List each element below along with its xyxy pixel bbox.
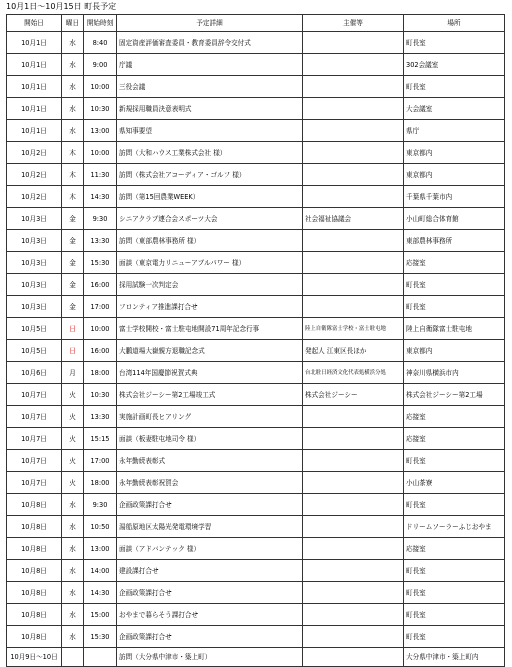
cell-day: 木 <box>62 164 84 186</box>
cell-detail: 永年勤続表彰式 <box>117 450 303 472</box>
schedule-table-header <box>7 15 505 32</box>
cell-place: 県庁 <box>404 120 505 142</box>
cell-day: 水 <box>62 494 84 516</box>
cell-date: 10月7日 <box>7 428 62 450</box>
cell-time: 13:30 <box>84 406 117 428</box>
cell-day: 木 <box>62 186 84 208</box>
table-row <box>7 428 505 450</box>
cell-host <box>303 32 404 54</box>
cell-date: 10月1日 <box>7 98 62 120</box>
cell-day: 火 <box>62 406 84 428</box>
cell-host <box>303 494 404 516</box>
cell-time: 9:30 <box>84 208 117 230</box>
cell-place: 町長室 <box>404 274 505 296</box>
cell-date: 10月8日 <box>7 604 62 626</box>
cell-time: 14:00 <box>84 560 117 582</box>
cell-host <box>303 648 404 667</box>
cell-host <box>303 252 404 274</box>
cell-time: 10:50 <box>84 516 117 538</box>
cell-day: 水 <box>62 582 84 604</box>
table-row <box>7 516 505 538</box>
cell-date: 10月8日 <box>7 560 62 582</box>
cell-detail: 採用試験一次判定会 <box>117 274 303 296</box>
cell-date: 10月8日 <box>7 538 62 560</box>
cell-time: 18:00 <box>84 472 117 494</box>
cell-time: 11:30 <box>84 164 117 186</box>
cell-host <box>303 142 404 164</box>
cell-time: 14:30 <box>84 186 117 208</box>
cell-host <box>303 516 404 538</box>
cell-place: 神奈川県横浜市内 <box>404 362 505 384</box>
cell-date: 10月7日 <box>7 406 62 428</box>
cell-date: 10月5日 <box>7 318 62 340</box>
cell-date: 10月8日 <box>7 516 62 538</box>
cell-day: 金 <box>62 230 84 252</box>
cell-detail: 三役会議 <box>117 76 303 98</box>
cell-day: 水 <box>62 516 84 538</box>
cell-host <box>303 120 404 142</box>
cell-date: 10月9日～10日 <box>7 648 62 667</box>
cell-time: 10:00 <box>84 142 117 164</box>
cell-detail: 新規採用職員決意表明式 <box>117 98 303 120</box>
cell-place: 応接室 <box>404 538 505 560</box>
cell-date: 10月8日 <box>7 626 62 648</box>
cell-place: 大会議室 <box>404 98 505 120</box>
table-row <box>7 362 505 384</box>
cell-time: 15:00 <box>84 604 117 626</box>
cell-host <box>303 450 404 472</box>
cell-time: 18:00 <box>84 362 117 384</box>
cell-date: 10月3日 <box>7 296 62 318</box>
header-place: 場所 <box>404 15 505 32</box>
table-row <box>7 560 505 582</box>
cell-place: 町長室 <box>404 560 505 582</box>
cell-place: 小山茶寮 <box>404 472 505 494</box>
cell-place: 町長室 <box>404 296 505 318</box>
cell-time: 8:40 <box>84 32 117 54</box>
table-row <box>7 142 505 164</box>
cell-day: 水 <box>62 626 84 648</box>
cell-place: 株式会社ジーシー第2工場 <box>404 384 505 406</box>
cell-date: 10月2日 <box>7 164 62 186</box>
table-row <box>7 648 505 667</box>
cell-detail: 永年勤続表彰祝賀会 <box>117 472 303 494</box>
cell-host <box>303 54 404 76</box>
cell-day: 水 <box>62 98 84 120</box>
cell-detail: 大鵬道場大嶽親方退職記念式 <box>117 340 303 362</box>
cell-host <box>303 98 404 120</box>
cell-date: 10月3日 <box>7 252 62 274</box>
cell-detail: 面談（板妻駐屯地司令 様） <box>117 428 303 450</box>
cell-place: 町長室 <box>404 32 505 54</box>
table-row <box>7 384 505 406</box>
cell-host <box>303 76 404 98</box>
cell-place: 東部農林事務所 <box>404 230 505 252</box>
cell-detail: 台湾114年国慶節祝賀式典 <box>117 362 303 384</box>
cell-day: 水 <box>62 538 84 560</box>
cell-host <box>303 186 404 208</box>
cell-place: 陸上自衛隊富士駐屯地 <box>404 318 505 340</box>
cell-day: 水 <box>62 54 84 76</box>
table-row <box>7 450 505 472</box>
cell-day: 金 <box>62 252 84 274</box>
table-row <box>7 494 505 516</box>
cell-day: 日 <box>62 318 84 340</box>
cell-date: 10月3日 <box>7 274 62 296</box>
cell-detail: 訪問（株式会社アコーディア・ゴルフ 様） <box>117 164 303 186</box>
cell-detail: 訪問（東部農林事務所 様） <box>117 230 303 252</box>
cell-place: 東京都内 <box>404 164 505 186</box>
cell-host <box>303 274 404 296</box>
cell-time: 10:00 <box>84 76 117 98</box>
cell-date: 10月1日 <box>7 76 62 98</box>
cell-date: 10月8日 <box>7 582 62 604</box>
cell-detail: 面談（アドバンテック 様） <box>117 538 303 560</box>
cell-time: 15:30 <box>84 252 117 274</box>
table-row <box>7 318 505 340</box>
cell-day: 水 <box>62 120 84 142</box>
cell-host: 台北駐日経済文化代表処横浜分処 <box>303 362 404 384</box>
cell-date: 10月1日 <box>7 32 62 54</box>
table-row <box>7 32 505 54</box>
cell-day: 火 <box>62 450 84 472</box>
table-row <box>7 406 505 428</box>
cell-host <box>303 472 404 494</box>
cell-detail: 訪問（大分県中津市・築上町） <box>117 648 303 667</box>
cell-time: 14:30 <box>84 582 117 604</box>
cell-detail: 面談（東京電力リニューアブルパワー 様） <box>117 252 303 274</box>
cell-host <box>303 604 404 626</box>
cell-date: 10月1日 <box>7 54 62 76</box>
table-row <box>7 54 505 76</box>
cell-time: 15:30 <box>84 626 117 648</box>
cell-detail: おやまで暮らそう課打合せ <box>117 604 303 626</box>
cell-date: 10月7日 <box>7 472 62 494</box>
cell-detail: 県知事要望 <box>117 120 303 142</box>
cell-host <box>303 406 404 428</box>
cell-date: 10月2日 <box>7 186 62 208</box>
cell-time: 10:30 <box>84 98 117 120</box>
cell-time: 10:30 <box>84 384 117 406</box>
table-row <box>7 538 505 560</box>
table-row <box>7 98 505 120</box>
cell-detail: 企画政策課打合せ <box>117 494 303 516</box>
schedule-table-body <box>7 32 505 667</box>
cell-time: 15:15 <box>84 428 117 450</box>
cell-place: 町長室 <box>404 626 505 648</box>
cell-detail: 訪問（第15回農業WEEK） <box>117 186 303 208</box>
cell-place: 町長室 <box>404 604 505 626</box>
cell-time: 16:00 <box>84 274 117 296</box>
cell-place: 大分県中津市・築上町内 <box>404 648 505 667</box>
cell-time <box>84 648 117 667</box>
cell-date: 10月5日 <box>7 340 62 362</box>
cell-time: 9:30 <box>84 494 117 516</box>
cell-time: 10:00 <box>84 318 117 340</box>
cell-date: 10月2日 <box>7 142 62 164</box>
cell-host <box>303 560 404 582</box>
cell-day: 水 <box>62 560 84 582</box>
cell-detail: 富士学校開校・富士駐屯地開設71周年記念行事 <box>117 318 303 340</box>
cell-place: 町長室 <box>404 582 505 604</box>
cell-host <box>303 296 404 318</box>
header-day: 曜日 <box>62 15 84 32</box>
page-title: 10月1日～10月15日 町長予定 <box>6 2 117 11</box>
cell-host: 発起人 江東区長ほか <box>303 340 404 362</box>
cell-host <box>303 230 404 252</box>
cell-detail: 企画政策課打合せ <box>117 582 303 604</box>
cell-detail: 実施計画町長ヒアリング <box>117 406 303 428</box>
table-row <box>7 296 505 318</box>
table-row <box>7 472 505 494</box>
cell-place: 応接室 <box>404 252 505 274</box>
cell-time: 13:30 <box>84 230 117 252</box>
cell-detail: 企画政策課打合せ <box>117 626 303 648</box>
cell-day: 日 <box>62 340 84 362</box>
header-start-time: 開始時刻 <box>84 15 117 32</box>
cell-detail: フロンティア推進課打合せ <box>117 296 303 318</box>
cell-day: 木 <box>62 142 84 164</box>
table-row <box>7 340 505 362</box>
cell-date: 10月6日 <box>7 362 62 384</box>
cell-host: 陸上自衛隊富士学校・富士駐屯地 <box>303 318 404 340</box>
cell-time: 13:00 <box>84 120 117 142</box>
cell-host <box>303 538 404 560</box>
cell-host <box>303 626 404 648</box>
cell-host <box>303 164 404 186</box>
cell-place: 小山町総合体育館 <box>404 208 505 230</box>
cell-place: 302会議室 <box>404 54 505 76</box>
cell-time: 17:00 <box>84 296 117 318</box>
cell-day: 金 <box>62 296 84 318</box>
table-row <box>7 76 505 98</box>
header-host: 主催等 <box>303 15 404 32</box>
cell-date: 10月8日 <box>7 494 62 516</box>
cell-date: 10月3日 <box>7 230 62 252</box>
cell-time: 9:00 <box>84 54 117 76</box>
table-row <box>7 626 505 648</box>
cell-place: 応接室 <box>404 428 505 450</box>
cell-day: 金 <box>62 274 84 296</box>
cell-time: 16:00 <box>84 340 117 362</box>
cell-place: 東京都内 <box>404 340 505 362</box>
cell-place: 町長室 <box>404 450 505 472</box>
cell-time: 17:00 <box>84 450 117 472</box>
cell-host <box>303 428 404 450</box>
cell-place: ドリームソーラーふじおやま <box>404 516 505 538</box>
cell-host: 社会福祉協議会 <box>303 208 404 230</box>
cell-host: 株式会社ジーシー <box>303 384 404 406</box>
header-start-date: 開始日 <box>7 15 62 32</box>
cell-detail: 湯船原地区太陽光発電環境学習 <box>117 516 303 538</box>
cell-day: 月 <box>62 362 84 384</box>
cell-day: 水 <box>62 604 84 626</box>
table-row <box>7 186 505 208</box>
table-row <box>7 230 505 252</box>
cell-place: 応接室 <box>404 406 505 428</box>
cell-detail: 固定資産評価審査委員・教育委員辞令交付式 <box>117 32 303 54</box>
table-row <box>7 208 505 230</box>
cell-place: 東京都内 <box>404 142 505 164</box>
cell-date: 10月7日 <box>7 450 62 472</box>
cell-detail: シニアクラブ連合会スポーツ大会 <box>117 208 303 230</box>
cell-day: 火 <box>62 472 84 494</box>
table-row <box>7 120 505 142</box>
cell-day: 金 <box>62 208 84 230</box>
table-row <box>7 164 505 186</box>
cell-date: 10月1日 <box>7 120 62 142</box>
cell-detail: 庁議 <box>117 54 303 76</box>
cell-host <box>303 582 404 604</box>
cell-detail: 建設課打合せ <box>117 560 303 582</box>
cell-place: 千葉県千葉市内 <box>404 186 505 208</box>
cell-date: 10月3日 <box>7 208 62 230</box>
cell-day: 火 <box>62 384 84 406</box>
cell-place: 町長室 <box>404 494 505 516</box>
cell-detail: 株式会社ジーシー第2工場竣工式 <box>117 384 303 406</box>
cell-day: 水 <box>62 32 84 54</box>
header-detail: 予定詳細 <box>117 15 303 32</box>
cell-place: 町長室 <box>404 76 505 98</box>
cell-day: 火 <box>62 428 84 450</box>
cell-detail: 訪問（大和ハウス工業株式会社 様） <box>117 142 303 164</box>
cell-day: 水 <box>62 76 84 98</box>
table-row <box>7 274 505 296</box>
cell-time: 13:00 <box>84 538 117 560</box>
cell-date: 10月7日 <box>7 384 62 406</box>
schedule-table <box>6 14 505 667</box>
table-row <box>7 604 505 626</box>
cell-day <box>62 648 84 667</box>
table-row <box>7 252 505 274</box>
table-row <box>7 582 505 604</box>
